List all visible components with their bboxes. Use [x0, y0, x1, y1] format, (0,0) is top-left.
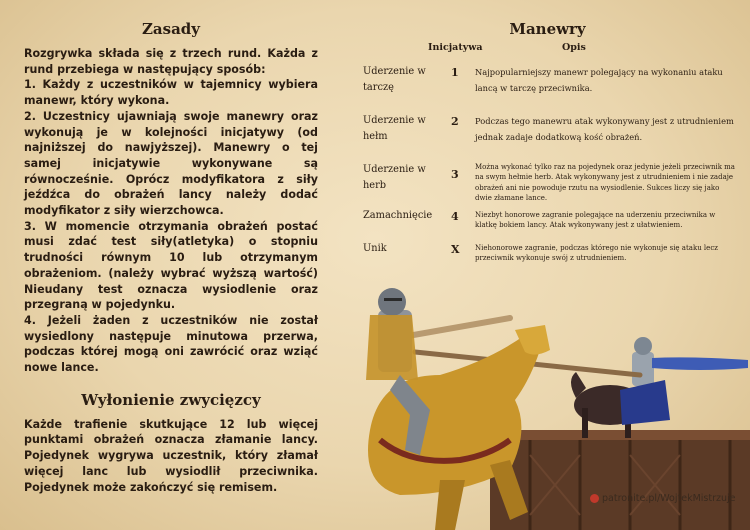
patronite-icon — [590, 494, 599, 503]
rules-paragraph: 2. Uczestnicy ujawniają swoje manewry oraz wykonują je w kolejności inicjatywy (od najniższej do nawjyższej). Manewry o tej samej inicjatywie wykonywane są równocześnie. Oprócz modyfikatora z siły jeźdźca do obrażeń lancy należy dodać modyfikator z siły wierzchowca. — [24, 109, 318, 218]
tilt-barrier — [490, 430, 750, 530]
rules-section — [24, 20, 318, 495]
rules-paragraph: Rozgrywka składa się z trzech rund. Każda z rund przebiega w następujący sposób: — [24, 47, 318, 76]
winner-text: Każde trafienie skutkujące 12 lub więcej punktami obrażeń oznacza złamanie lancy. Pojedynek wygrywa uczestnik, który złamał więcej lanc lub wysiodlił przeciwnika. Pojedynek może zakończyć się remisem. — [24, 417, 318, 494]
maneuver-name: Uderzenie w hełm — [363, 115, 426, 142]
maneuver-name: Unik — [363, 243, 387, 254]
maneuvers-section — [355, 20, 740, 268]
maneuver-name: Zamachnięcie — [363, 210, 433, 221]
rules-title: Zasady — [141, 20, 201, 38]
maneuver-description: Najpopularniejszy manewr polegający na wykonaniu ataku lancą w tarczę przeciwnika. — [475, 67, 723, 93]
column-description-header: Opis — [562, 42, 586, 53]
rules-text — [24, 46, 318, 376]
maneuvers-title: Manewry — [509, 20, 586, 38]
maneuvers-table — [355, 58, 740, 268]
maneuver-initiative: 2 — [451, 115, 459, 128]
maneuver-name: Uderzenie w tarczę — [363, 66, 426, 93]
maneuvers-table-header — [355, 42, 740, 58]
winner-section — [24, 391, 318, 496]
credit-text: patronite.pl/WojtekMistrzuje — [602, 493, 736, 504]
maneuver-initiative: 3 — [451, 168, 459, 181]
maneuver-initiative: 1 — [451, 66, 459, 79]
maneuver-name: Uderzenie w herb — [363, 164, 426, 191]
blue-knight — [571, 337, 748, 438]
maneuver-description: Można wykonać tylko raz na pojedynek oraz jedynie jeżeli przeciwnik ma na swym hełmie herb. Atak wykonywany jest z utrudnieniem i nie zadaje obrażeń ani nie powoduje rzutu na wysiodlenie. Sukces liczy się jako dwie złamane lance. — [475, 163, 735, 203]
column-initiative-header: Inicjatywa — [428, 42, 483, 53]
rules-paragraph: 3. W momencie otrzymania obrażeń postać musi zdać test siły(atletyka) o stopniu trudności równym 10 lub otrzymanym obrażeniom. (należy wybrać wyższą wartość) Nieudany test oznacza wysiodlenie oraz przegraną w pojedynku. — [24, 219, 318, 312]
maneuver-initiative: X — [451, 243, 460, 256]
maneuver-description: Niehonorowe zagranie, podczas którego nie wykonuje się ataku lecz przeciwnik wykonuje swój z utrudnieniem. — [475, 244, 718, 263]
maneuver-description: Podczas tego manewru atak wykonywany jest z utrudnieniem jednak zadaje dodatkową kość obrażeń. — [475, 116, 734, 142]
maneuver-initiative: 4 — [451, 210, 459, 223]
patronite-credit — [590, 493, 735, 504]
winner-title: Wyłonienie zwycięzcy — [81, 390, 261, 409]
rules-paragraph: 4. Jeżeli żaden z uczestników nie został wysiedlony następuje minutowa przerwa, podczas której mogą oni zawrócić oraz wziąć nowe lance. — [24, 313, 318, 375]
rules-paragraph: 1. Każdy z uczestników w tajemnicy wybiera manewr, który wykona. — [24, 78, 318, 108]
maneuver-description: Niezbyt honorowe zagranie polegające na uderzeniu przeciwnika w klatkę bokiem lancy. Atak wykonywany jest z ułatwieniem. — [475, 211, 716, 230]
